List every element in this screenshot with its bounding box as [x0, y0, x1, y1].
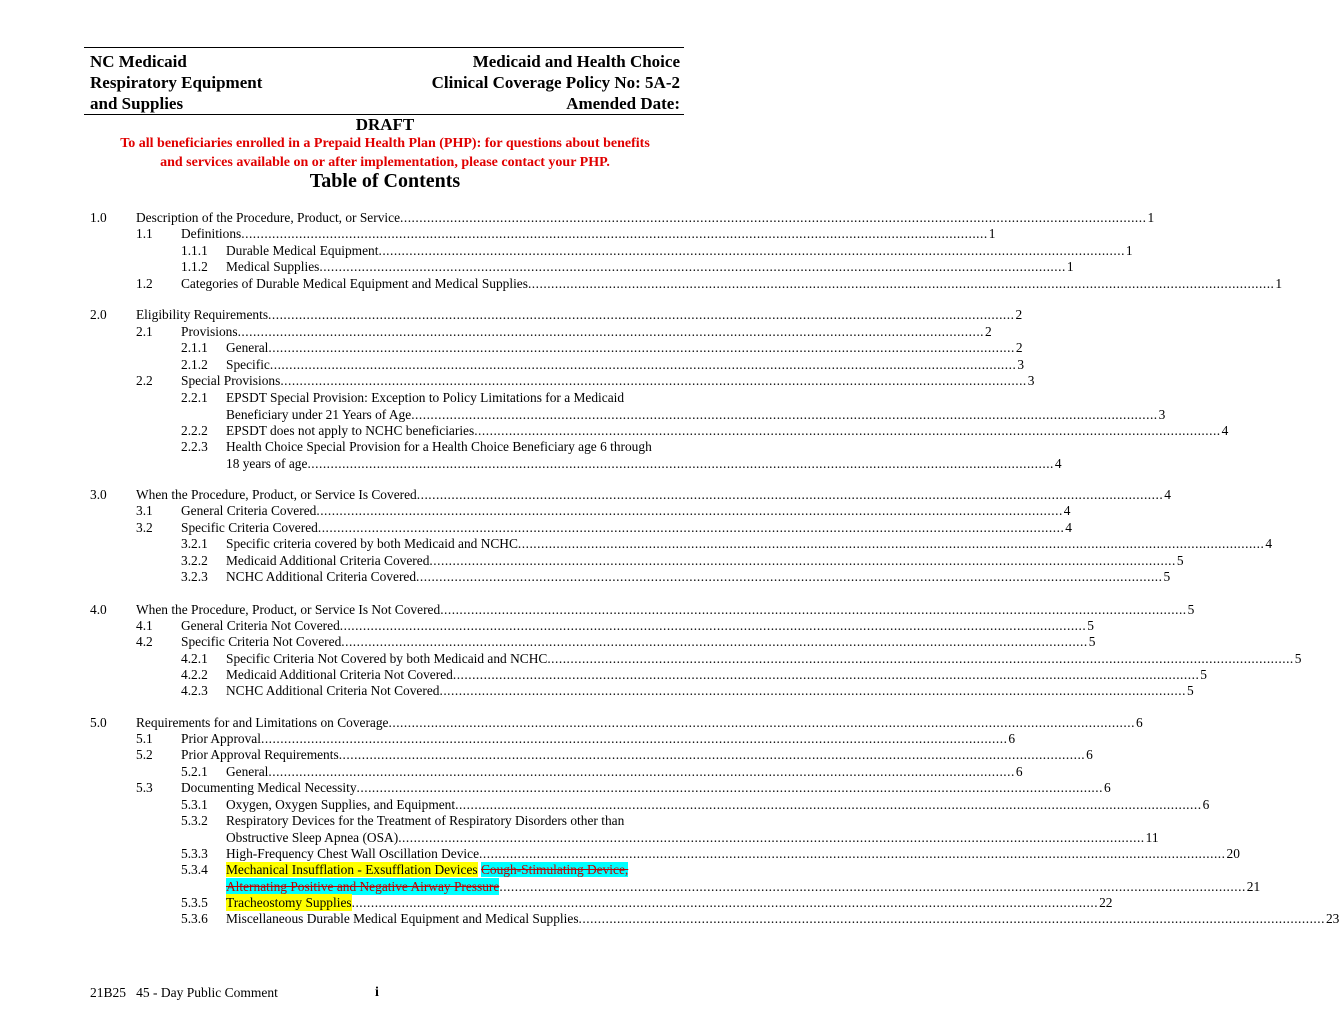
toc-entry-4-0[interactable] [0, 601, 1195, 618]
section-number: 2.2.2 [181, 423, 208, 438]
toc-entry-5-1[interactable] [0, 730, 1016, 747]
deleted-text-strikethrough: Cough-Stimulating Device, [480, 862, 629, 877]
toc-entry-1-0[interactable] [0, 209, 1155, 226]
page-number: 5 [1176, 553, 1184, 568]
toc-entry-content [226, 878, 1261, 895]
leader-dots: .................................................................................................................................................................................................. [411, 407, 1158, 422]
toc-entry-content [226, 829, 1159, 846]
section-number: 1.1.1 [181, 243, 208, 258]
leader-dots: .................................................................................................................................................................................................. [452, 667, 1200, 682]
page-number: 3 [1158, 407, 1166, 422]
toc-title: Table of Contents [309, 170, 461, 192]
section-number: 4.0 [90, 602, 107, 617]
header-amended-date: Amended Date: [566, 94, 680, 113]
leader-dots: .................................................................................................................................................................................................. [527, 276, 1275, 291]
section-title: Oxygen, Oxygen Supplies, and Equipment [226, 797, 456, 812]
section-number: 2.2.3 [181, 439, 208, 454]
toc-entry-5-3-1[interactable] [0, 796, 1210, 813]
section-title: General [226, 340, 269, 355]
page-number: 1 [1147, 210, 1155, 225]
toc-entry-4-2-3[interactable] [0, 682, 1194, 699]
section-title-line-1: Health Choice Special Provision for a Health Choice Beneficiary age 6 through [226, 439, 652, 454]
page-number: 6 [1135, 715, 1143, 730]
toc-entry-2-1-2[interactable] [0, 356, 1025, 373]
section-number: 5.2 [136, 747, 153, 762]
leader-dots: .................................................................................................................................................................................................. [388, 715, 1135, 730]
section-number: 4.2.1 [181, 651, 208, 666]
section-number: 4.2.3 [181, 683, 208, 698]
section-number: 5.3.2 [181, 813, 208, 828]
section-number: 5.3 [136, 780, 153, 795]
footer-revision-label: 21B25 45 - Day Public Comment [90, 985, 278, 1000]
leader-dots: .................................................................................................................................................................................................. [356, 780, 1103, 795]
php-notice-line-1: To all beneficiaries enrolled in a Prepaid Health Plan (PHP): for questions about benefits [120, 136, 650, 151]
section-title: Miscellaneous Durable Medical Equipment and Medical Supplies [226, 911, 579, 926]
section-number: 1.1.2 [181, 259, 208, 274]
section-number: 4.2.2 [181, 667, 208, 682]
toc-entry-content [136, 601, 1195, 618]
toc-entry-content [226, 763, 1023, 780]
page-number: 5 [1294, 651, 1302, 666]
toc-entry-content [181, 633, 1096, 650]
toc-entry-4-2-1[interactable] [0, 650, 1302, 667]
section-number: 1.1 [136, 226, 153, 241]
section-number: 3.2.3 [181, 569, 208, 584]
toc-entry-2-2-2[interactable] [0, 422, 1229, 439]
toc-entry-content [181, 617, 1094, 634]
toc-entry-content [226, 242, 1133, 259]
leader-dots: .................................................................................................................................................................................................. [455, 797, 1202, 812]
leader-dots: .................................................................................................................................................................................................. [307, 456, 1054, 471]
section-title: NCHC Additional Criteria Not Covered [226, 683, 440, 698]
page-number: 2 [1015, 307, 1023, 322]
section-title: Specific Criteria Not Covered [181, 634, 342, 649]
section-title: Specific Criteria Not Covered by both Medicaid and NCHC [226, 651, 548, 666]
section-number: 5.0 [90, 715, 107, 730]
page-number: 6 [1202, 797, 1210, 812]
toc-entry-4-2-2[interactable] [0, 666, 1207, 683]
header-program-name: Medicaid and Health Choice [472, 52, 680, 71]
leader-dots: .................................................................................................................................................................................................. [398, 830, 1145, 845]
toc-entry-content [226, 796, 1210, 813]
toc-entry-content [226, 339, 1023, 356]
leader-dots: .................................................................................................................................................................................................. [339, 618, 1087, 633]
toc-entry-content [181, 372, 1035, 389]
page-number: 3 [1017, 357, 1025, 372]
php-notice [0, 134, 770, 172]
deleted-text-strikethrough-line-2: Alternating Positive and Negative Airway Pressure [226, 879, 500, 894]
page-number: 4 [1065, 520, 1072, 535]
toc-entry-3-0[interactable] [0, 486, 1171, 503]
toc-entry-content [226, 682, 1194, 699]
page-number: 5 [1163, 569, 1171, 584]
leader-dots: .................................................................................................................................................................................................. [317, 520, 1065, 535]
leader-dots: .................................................................................................................................................................................................. [316, 503, 1063, 518]
section-title: When the Procedure, Product, or Service Is Covered [136, 487, 417, 502]
toc-entry-5-3-3[interactable] [0, 845, 1240, 862]
section-title-line-2: Obstructive Sleep Apnea (OSA) [226, 830, 399, 845]
section-number: 3.2.2 [181, 553, 208, 568]
section-title: Medicaid Additional Criteria Covered [226, 553, 430, 568]
page-number: 5 [1187, 602, 1195, 617]
section-title: Eligibility Requirements [136, 307, 269, 322]
section-title-line-1 [226, 861, 628, 878]
toc-entry-content [226, 650, 1302, 667]
toc-entry-3-2[interactable] [0, 519, 1072, 536]
toc-entry-content [181, 779, 1111, 796]
toc-entry-5-3-2[interactable] [0, 812, 1159, 846]
section-number: 3.2.1 [181, 536, 208, 551]
section-title: Tracheostomy Supplies [226, 895, 352, 910]
section-title: Prior Approval [181, 731, 261, 746]
toc-entry-content [226, 552, 1184, 569]
toc-entry-content [226, 422, 1229, 439]
section-title: Provisions [181, 324, 238, 339]
toc-entry-3-2-1[interactable] [0, 535, 1273, 552]
leader-dots: .................................................................................................................................................................................................. [479, 846, 1226, 861]
leader-dots: .................................................................................................................................................................................................. [439, 683, 1186, 698]
page-number: 23 [1325, 911, 1339, 926]
section-number: 5.3.5 [181, 895, 208, 910]
page-number: 6 [1015, 764, 1023, 779]
page-number: 6 [1008, 731, 1016, 746]
header-program: NC Medicaid [90, 52, 187, 71]
toc-entry-2-2[interactable] [0, 372, 1035, 389]
section-title: Specific Criteria Covered [181, 520, 318, 535]
leader-dots: .................................................................................................................................................................................................. [499, 879, 1246, 894]
toc-entry-content [136, 714, 1143, 731]
page-number: 5 [1087, 618, 1094, 633]
leader-dots: .................................................................................................................................................................................................. [319, 259, 1066, 274]
leader-dots: .................................................................................................................................................................................................. [280, 373, 1027, 388]
toc-entry-4-1[interactable] [0, 617, 1094, 634]
toc-entry-content [226, 666, 1207, 683]
page-number: 11 [1145, 830, 1159, 845]
page-number: 1 [1275, 276, 1283, 291]
toc-entry-content [226, 535, 1273, 552]
section-title: Durable Medical Equipment [226, 243, 379, 258]
toc-entry-1-1-1[interactable] [0, 242, 1133, 259]
toc-entry-2-2-3[interactable] [0, 438, 1062, 472]
toc-entry-5-3-4[interactable] [0, 861, 1261, 895]
toc-entry-content [226, 455, 1062, 472]
toc-entry-content [136, 306, 1023, 323]
toc-entry-content [226, 568, 1171, 585]
toc-entry-content [136, 209, 1155, 226]
section-title: General Criteria Not Covered [181, 618, 340, 633]
section-title: Medical Supplies [226, 259, 320, 274]
leader-dots: .................................................................................................................................................................................................. [351, 895, 1099, 910]
page-number: 6 [1086, 747, 1093, 762]
section-number: 3.1 [136, 503, 153, 518]
toc-entry-5-3-5[interactable] [0, 894, 1113, 911]
page-number: 4 [1063, 503, 1071, 518]
page-number: 6 [1103, 780, 1111, 795]
toc-entry-content [226, 894, 1113, 911]
section-number: 3.2 [136, 520, 153, 535]
toc-entry-content [181, 502, 1071, 519]
section-number: 5.1 [136, 731, 153, 746]
leader-dots: .................................................................................................................................................................................................. [241, 226, 988, 241]
header-right [432, 51, 680, 114]
leader-dots: .................................................................................................................................................................................................. [578, 911, 1325, 926]
leader-dots: .................................................................................................................................................................................................. [341, 634, 1088, 649]
section-title-line-1: Respiratory Devices for the Treatment of Respiratory Disorders other than [226, 813, 625, 828]
section-title: Documenting Medical Necessity [181, 780, 357, 795]
leader-dots: .................................................................................................................................................................................................. [268, 764, 1015, 779]
leader-dots: .................................................................................................................................................................................................. [400, 210, 1147, 225]
section-number: 4.2 [136, 634, 153, 649]
leader-dots: .................................................................................................................................................................................................. [416, 487, 1164, 502]
toc-entry-content [181, 225, 996, 242]
toc-entry-5-0[interactable] [0, 714, 1143, 731]
toc-entry-content [226, 356, 1025, 373]
leader-dots: .................................................................................................................................................................................................. [429, 553, 1176, 568]
section-number: 1.0 [90, 210, 107, 225]
page-number: 4 [1265, 536, 1273, 551]
php-notice-line-2: and services available on or after implementation, please contact your PHP. [160, 155, 610, 170]
section-title: Requirements for and Limitations on Coverage [136, 715, 389, 730]
toc-entry-content [136, 486, 1171, 503]
header-left [90, 51, 262, 114]
toc-entry-content [181, 323, 992, 340]
section-number: 2.1.2 [181, 357, 208, 372]
toc-entry-5-3-6[interactable] [0, 910, 1339, 927]
toc-entry-content [181, 730, 1016, 747]
leader-dots: .................................................................................................................................................................................................. [269, 357, 1017, 372]
section-title: Categories of Durable Medical Equipment and Medical Supplies [181, 276, 528, 291]
page-number: 4 [1221, 423, 1229, 438]
page-number: 2 [1015, 340, 1023, 355]
toc-entry-3-1[interactable] [0, 502, 1071, 519]
section-title: High-Frequency Chest Wall Oscillation Device [226, 846, 480, 861]
leader-dots: .................................................................................................................................................................................................. [338, 747, 1086, 762]
section-number: 2.2.1 [181, 390, 208, 405]
toc-entry-content [181, 746, 1093, 763]
toc-entry-5-2[interactable] [0, 746, 1093, 763]
section-number: 5.3.4 [181, 862, 208, 877]
section-title-line-1: EPSDT Special Provision: Exception to Policy Limitations for a Medicaid [226, 390, 625, 405]
toc-entry-4-2[interactable] [0, 633, 1096, 650]
section-title: Specific [226, 357, 270, 372]
section-title: Special Provisions [181, 373, 281, 388]
draft-label: DRAFT [355, 115, 415, 134]
section-title: General Criteria Covered [181, 503, 317, 518]
page-number: 1 [1066, 259, 1074, 274]
page-number: 5 [1186, 683, 1194, 698]
footer-page-number: i [375, 985, 379, 1000]
leader-dots: .................................................................................................................................................................................................. [416, 569, 1163, 584]
toc-entry-3-2-3[interactable] [0, 568, 1171, 585]
header-policy-name-1: Respiratory Equipment [90, 73, 263, 92]
section-number: 4.1 [136, 618, 153, 633]
section-title-line-2: 18 years of age [226, 456, 308, 471]
section-title: NCHC Additional Criteria Covered [226, 569, 417, 584]
toc-entry-1-1-2[interactable] [0, 258, 1074, 275]
leader-dots: .................................................................................................................................................................................................. [268, 307, 1015, 322]
inserted-text-highlight: Mechanical Insufflation - Exsufflation Devices [226, 862, 478, 877]
section-title: Definitions [181, 226, 242, 241]
section-number: 2.0 [90, 307, 107, 322]
page-number: 5 [1088, 634, 1096, 649]
leader-dots: .................................................................................................................................................................................................. [268, 340, 1015, 355]
section-title: Prior Approval Requirements [181, 747, 339, 762]
section-number: 5.3.1 [181, 797, 208, 812]
page-number: 1 [988, 226, 996, 241]
section-number: 5.2.1 [181, 764, 208, 779]
section-title: Description of the Procedure, Product, or Service [136, 210, 401, 225]
page-number: 5 [1200, 667, 1207, 682]
toc-entry-content [226, 910, 1339, 927]
page-number: 1 [1125, 243, 1133, 258]
leader-dots: .................................................................................................................................................................................................. [440, 602, 1187, 617]
section-title-line-2: Beneficiary under 21 Years of Age [226, 407, 412, 422]
section-title: General [226, 764, 269, 779]
leader-dots: .................................................................................................................................................................................................. [547, 651, 1294, 666]
section-number: 3.0 [90, 487, 107, 502]
toc-entry-5-3[interactable] [0, 779, 1111, 796]
toc-entry-content [226, 258, 1074, 275]
section-title: EPSDT does not apply to NCHC beneficiaries [226, 423, 475, 438]
document-header [84, 47, 684, 115]
leader-dots: .................................................................................................................................................................................................. [237, 324, 985, 339]
header-policy-number: Clinical Coverage Policy No: 5A-2 [431, 73, 680, 92]
toc-entry-content [226, 845, 1240, 862]
page-number: 3 [1027, 373, 1035, 388]
leader-dots: .................................................................................................................................................................................................. [474, 423, 1221, 438]
header-policy-name-2: and Supplies [90, 94, 184, 113]
toc-entry-2-1[interactable] [0, 323, 992, 340]
page-number: 2 [985, 324, 992, 339]
page-number: 4 [1164, 487, 1171, 502]
section-number: 5.3.3 [181, 846, 208, 861]
section-number: 5.3.6 [181, 911, 208, 926]
toc-entry-3-2-2[interactable] [0, 552, 1184, 569]
toc-entry-1-2[interactable] [0, 275, 1283, 292]
toc-entry-5-2-1[interactable] [0, 763, 1023, 780]
toc-entry-content [181, 275, 1283, 292]
leader-dots: .................................................................................................................................................................................................. [378, 243, 1125, 258]
section-title: Medicaid Additional Criteria Not Covered [226, 667, 453, 682]
leader-dots: .................................................................................................................................................................................................. [517, 536, 1265, 551]
section-number: 2.2 [136, 373, 153, 388]
page-number: 22 [1099, 895, 1113, 910]
toc-entry-2-2-1[interactable] [0, 389, 1166, 423]
section-title: Specific criteria covered by both Medicaid and NCHC [226, 536, 518, 551]
page-number: 21 [1246, 879, 1261, 894]
toc-entry-content [181, 519, 1072, 536]
section-number: 2.1.1 [181, 340, 208, 355]
toc-entry-content [226, 406, 1166, 423]
section-number: 2.1 [136, 324, 153, 339]
page-number: 4 [1054, 456, 1062, 471]
toc-entry-1-1[interactable] [0, 225, 996, 242]
leader-dots: .................................................................................................................................................................................................. [260, 731, 1008, 746]
section-title: When the Procedure, Product, or Service Is Not Covered [136, 602, 441, 617]
page-number: 20 [1226, 846, 1240, 861]
toc-entry-2-1-1[interactable] [0, 339, 1023, 356]
toc-entry-2-0[interactable] [0, 306, 1023, 323]
section-number: 1.2 [136, 276, 153, 291]
